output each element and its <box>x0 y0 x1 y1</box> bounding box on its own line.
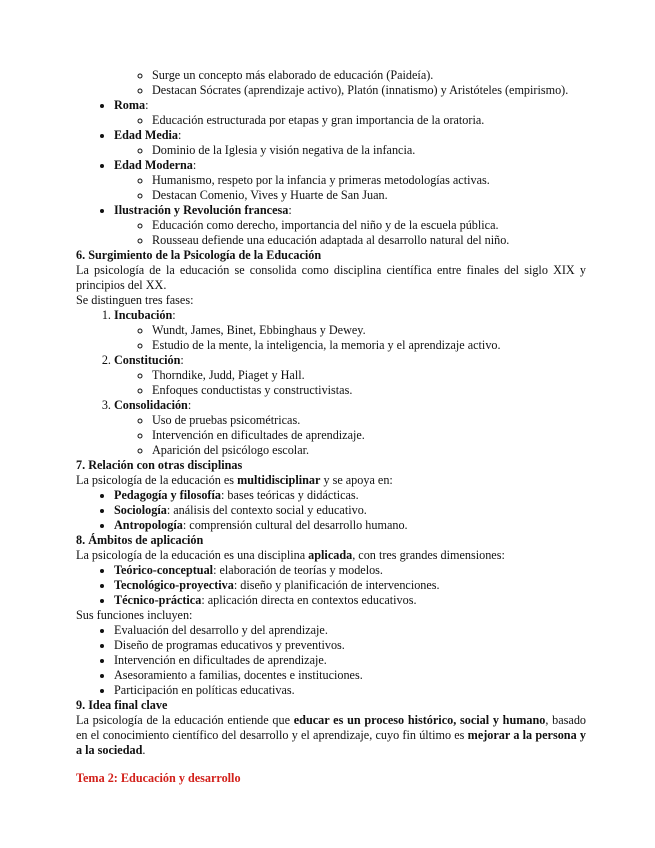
phase-sublist <box>114 413 586 458</box>
period-name: Edad Moderna <box>114 158 193 172</box>
list-item: ◦ Destacan Sócrates (aprendizaje activo), Platón (innatismo) y Aristóteles (empirismo). <box>152 83 586 98</box>
colon: : <box>192 158 197 172</box>
phase-name: Constitución <box>114 353 181 367</box>
list-item: • Evaluación del desarrollo y del aprendizaje. <box>114 623 586 638</box>
period-sublist <box>114 143 586 158</box>
period-ilustracion <box>114 203 586 248</box>
colon: : <box>172 308 176 322</box>
desc: : análisis del contexto social y educativo. <box>166 503 367 517</box>
list-item <box>114 488 586 503</box>
term: Pedagogía y filosofía <box>114 488 221 502</box>
period-edad-media <box>114 128 586 158</box>
greece-continuation <box>76 68 586 98</box>
list-item: • Asesoramiento a familias, docentes e instituciones. <box>114 668 586 683</box>
colon: : <box>145 98 149 112</box>
intro-text: La psicología de la educación es <box>76 473 238 487</box>
section-6-heading: 6. Surgimiento de la Psicología de la Educación <box>76 248 322 262</box>
list-item: ◦ Estudio de la mente, la inteligencia, la memoria y el aprendizaje activo. <box>152 338 586 353</box>
phase-name: Consolidación <box>114 398 188 412</box>
term: Teórico-conceptual <box>114 563 214 577</box>
period-sublist <box>114 218 586 248</box>
term: Sociología <box>114 503 167 517</box>
period-sublist <box>114 173 586 203</box>
section-9-text <box>76 713 586 758</box>
text: . <box>142 743 146 757</box>
list-item <box>114 503 586 518</box>
term: Técnico-práctica <box>114 593 202 607</box>
section-8-intro <box>76 548 586 563</box>
period-edad-moderna <box>114 158 586 203</box>
list-item: ◦ Rousseau defiende una educación adaptada al desarrollo natural del niño. <box>152 233 586 248</box>
functions-list <box>76 623 586 698</box>
section-7-heading: 7. Relación con otras disciplinas <box>76 458 243 472</box>
period-sublist <box>114 113 586 128</box>
period-name: Ilustración y Revolución francesa <box>114 203 289 217</box>
list-item: ◦ Surge un concepto más elaborado de educación (Paideía). <box>152 68 586 83</box>
document-content <box>76 68 586 786</box>
list-item: ◦ Wundt, James, Binet, Ebbinghaus y Dewey. <box>152 323 586 338</box>
list-item: • Intervención en dificultades de aprendizaje. <box>114 653 586 668</box>
phase-incubacion <box>114 308 586 353</box>
period-name: Roma <box>114 98 146 112</box>
term: Antropología <box>114 518 183 532</box>
colon: : <box>288 203 292 217</box>
greece-sublist <box>114 68 586 98</box>
next-topic-heading: Tema 2: Educación y desarrollo <box>76 771 241 785</box>
phase-sublist <box>114 323 586 353</box>
list-item <box>114 578 586 593</box>
list-item <box>114 593 586 608</box>
section-6-phases-intro: Se distinguen tres fases: <box>76 293 194 307</box>
intro-text: y se apoya en: <box>320 473 393 487</box>
text: La psicología de la educación entiende que <box>76 713 294 727</box>
period-name: Edad Media <box>114 128 178 142</box>
list-item: ◦ Uso de pruebas psicométricas. <box>152 413 586 428</box>
text-bold: educar es un proceso histórico, social y humano <box>293 713 546 727</box>
list-item <box>114 518 586 533</box>
desc: : comprensión cultural del desarrollo humano. <box>182 518 408 532</box>
list-item: ◦ Thorndike, Judd, Piaget y Hall. <box>152 368 586 383</box>
section-7-intro <box>76 473 586 488</box>
disciplines-list <box>76 488 586 533</box>
period-roma <box>114 98 586 128</box>
phase-constitucion <box>114 353 586 398</box>
colon: : <box>180 353 184 367</box>
desc: : elaboración de teorías y modelos. <box>213 563 383 577</box>
list-item <box>114 68 586 98</box>
text: , basado en el conocimiento científico del desarrollo y el aprendizaje, cuyo fin último es <box>76 713 587 742</box>
list-item: ◦ Enfoques conductistas y constructivistas. <box>152 383 586 398</box>
colon: : <box>178 128 182 142</box>
intro-bold: aplicada <box>308 548 353 562</box>
list-item: ◦ Destacan Comenio, Vives y Huarte de San Juan. <box>152 188 586 203</box>
list-item <box>114 563 586 578</box>
intro-text: La psicología de la educación es una disciplina <box>76 548 309 562</box>
list-item: ◦ Educación estructurada por etapas y gran importancia de la oratoria. <box>152 113 586 128</box>
list-item: ◦ Educación como derecho, importancia del niño y de la escuela pública. <box>152 218 586 233</box>
phase-sublist <box>114 368 586 398</box>
list-item: • Diseño de programas educativos y preventivos. <box>114 638 586 653</box>
desc: : diseño y planificación de intervenciones. <box>233 578 440 592</box>
section-9-heading: 9. Idea final clave <box>76 698 168 712</box>
desc: : aplicación directa en contextos educativos. <box>201 593 417 607</box>
intro-bold: multidisciplinar <box>237 473 321 487</box>
desc: : bases teóricas y didácticas. <box>220 488 359 502</box>
list-item: ◦ Intervención en dificultades de aprendizaje. <box>152 428 586 443</box>
list-item: • Participación en políticas educativas. <box>114 683 586 698</box>
list-item: ◦ Dominio de la Iglesia y visión negativa de la infancia. <box>152 143 586 158</box>
intro-text: , con tres grandes dimensiones: <box>352 548 505 562</box>
section-6-intro: La psicología de la educación se consolida como disciplina científica entre finales del siglo XIX y principios del XX. <box>76 263 586 292</box>
list-item: ◦ Humanismo, respeto por la infancia y primeras metodologías activas. <box>152 173 586 188</box>
functions-intro: Sus funciones incluyen: <box>76 608 193 622</box>
history-periods-list <box>76 98 586 248</box>
term: Tecnológico-proyectiva <box>114 578 234 592</box>
phases-list <box>76 308 586 458</box>
phase-name: Incubación <box>114 308 173 322</box>
phase-consolidacion <box>114 398 586 458</box>
list-item: ◦ Aparición del psicólogo escolar. <box>152 443 586 458</box>
dimensions-list <box>76 563 586 608</box>
text-bold: mejorar a la persona y a la sociedad <box>76 728 586 757</box>
colon: : <box>187 398 192 412</box>
section-8-heading: 8. Ámbitos de aplicación <box>76 533 204 547</box>
